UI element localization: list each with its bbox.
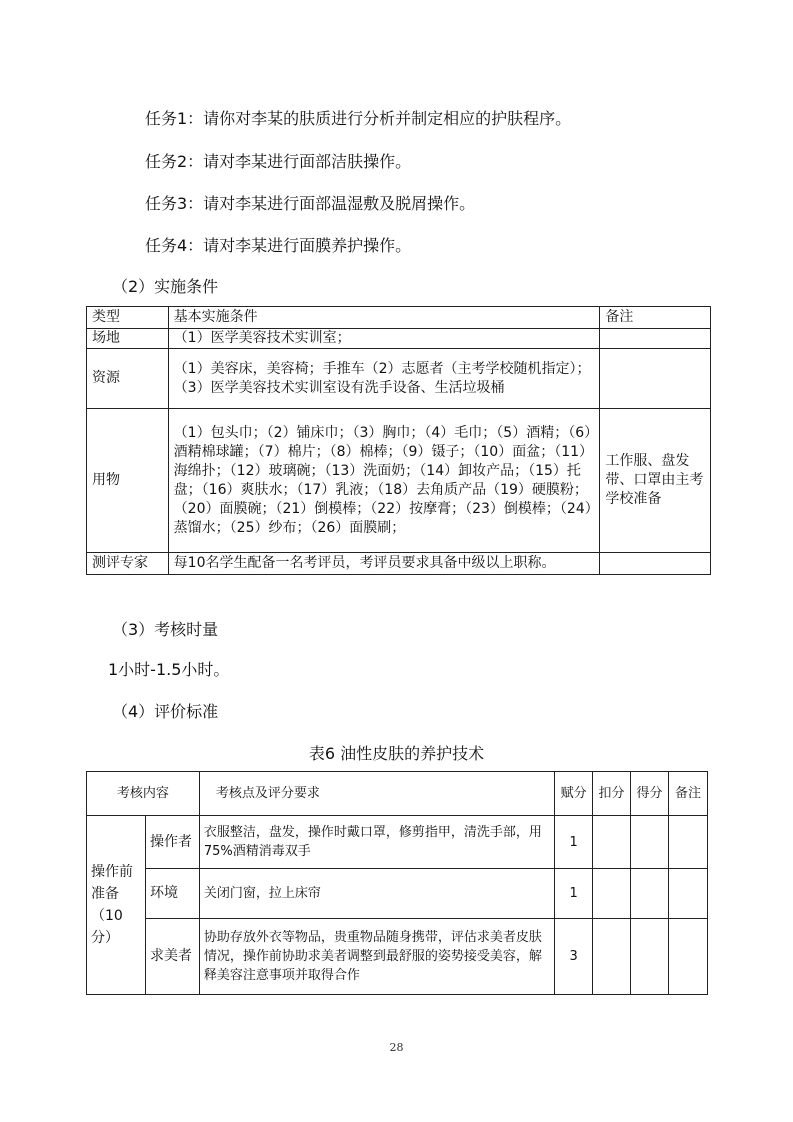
header-got: 得分 [631, 772, 669, 816]
header-criteria: 考核点及评分要求 [199, 772, 554, 816]
header-score: 赋分 [555, 772, 593, 816]
conditions-row-resources [87, 349, 711, 409]
row-type: 测评专家 [87, 553, 169, 575]
duration-value: 1小时-1.5小时。 [108, 660, 230, 679]
task-4: 任务4：请对李某进行面膜养护操作。 [145, 236, 412, 255]
conditions-row-experts [87, 553, 711, 575]
header-content: 基本实施条件 [168, 307, 600, 329]
conditions-table [86, 306, 711, 575]
header-deduct: 扣分 [593, 772, 631, 816]
row-got [631, 816, 669, 869]
conditions-row-supplies [87, 409, 711, 553]
row-got [631, 919, 669, 995]
header-note: 备注 [600, 307, 711, 329]
row-content: （1）医学美容技术实训室； [168, 329, 600, 349]
row-item: 操作者 [145, 816, 199, 869]
evaluation-row-environment [87, 869, 708, 919]
row-content: 每10名学生配备一名考评员，考评员要求具备中级以上职称。 [168, 553, 600, 575]
conditions-row-venue [87, 329, 711, 349]
header-type: 类型 [87, 307, 169, 329]
row-criteria: 衣服整洁，盘发，操作时戴口罩，修剪指甲，清洗手部，用75%酒精消毒双手 [199, 816, 554, 869]
header-remark: 备注 [668, 772, 707, 816]
row-type: 场地 [87, 329, 169, 349]
row-content: （1）美容床，美容椅；手推车（2）志愿者（主考学校随机指定）；（3）医学美容技术实训室设有洗手设备、生活垃圾桶 [168, 349, 600, 409]
section-3-title: （3）考核时量 [112, 620, 219, 639]
row-deduct [593, 919, 631, 995]
row-remark [668, 816, 707, 869]
row-score: 1 [555, 869, 593, 919]
row-note: 工作服、盘发带、口罩由主考学校准备 [600, 409, 711, 553]
row-remark [668, 919, 707, 995]
header-assessment-content: 考核内容 [87, 772, 200, 816]
section-4-title: （4）评价标准 [112, 702, 219, 721]
section-2-title: （2）实施条件 [112, 277, 219, 296]
task-3: 任务3：请对李某进行面部温湿敷及脱屑操作。 [145, 194, 476, 213]
row-note [600, 349, 711, 409]
task-2: 任务2：请对李某进行面部洁肤操作。 [145, 152, 412, 171]
row-deduct [593, 869, 631, 919]
evaluation-row-client [87, 919, 708, 995]
row-content: （1）包头巾；（2）铺床巾；（3）胸巾；（4）毛巾；（5）酒精；（6）酒精棉球罐；（7）棉片；（8）棉棒；（9）镊子；（10）面盆；（11）海绵扑；（12）玻璃碗；（13）洗面奶；（14）卸妆产品；（15）托盘；（16）爽肤水；（17）乳液；（18）去角质产品（19）硬膜粉；（20）面膜碗；（21）倒模棒；（22）按摩膏；（23）倒模棒；（24）蒸馏水；（25）纱布；（26）面膜刷； [168, 409, 600, 553]
conditions-header-row [87, 307, 711, 329]
row-score: 3 [555, 919, 593, 995]
row-note [600, 553, 711, 575]
evaluation-header-row [87, 772, 708, 816]
row-got [631, 869, 669, 919]
task-1: 任务1：请你对李某的肤质进行分析并制定相应的护肤程序。 [145, 109, 572, 128]
row-item: 求美者 [145, 919, 199, 995]
row-remark [668, 869, 707, 919]
row-criteria: 协助存放外衣等物品，贵重物品随身携带，评估求美者皮肤情况，操作前协助求美者调整到最舒服的姿势接受美容，解释美容注意事项并取得合作 [199, 919, 554, 995]
group-pre-operation: 操作前准备（10分） [87, 816, 146, 995]
page-number: 28 [389, 1041, 404, 1054]
row-item: 环境 [145, 869, 199, 919]
table-caption: 表6 油性皮肤的养护技术 [308, 744, 485, 763]
row-score: 1 [555, 816, 593, 869]
evaluation-table [86, 771, 708, 995]
row-deduct [593, 816, 631, 869]
row-type: 用物 [87, 409, 169, 553]
evaluation-row-operator [87, 816, 708, 869]
row-type: 资源 [87, 349, 169, 409]
row-criteria: 关闭门窗，拉上床帘 [199, 869, 554, 919]
row-note [600, 329, 711, 349]
